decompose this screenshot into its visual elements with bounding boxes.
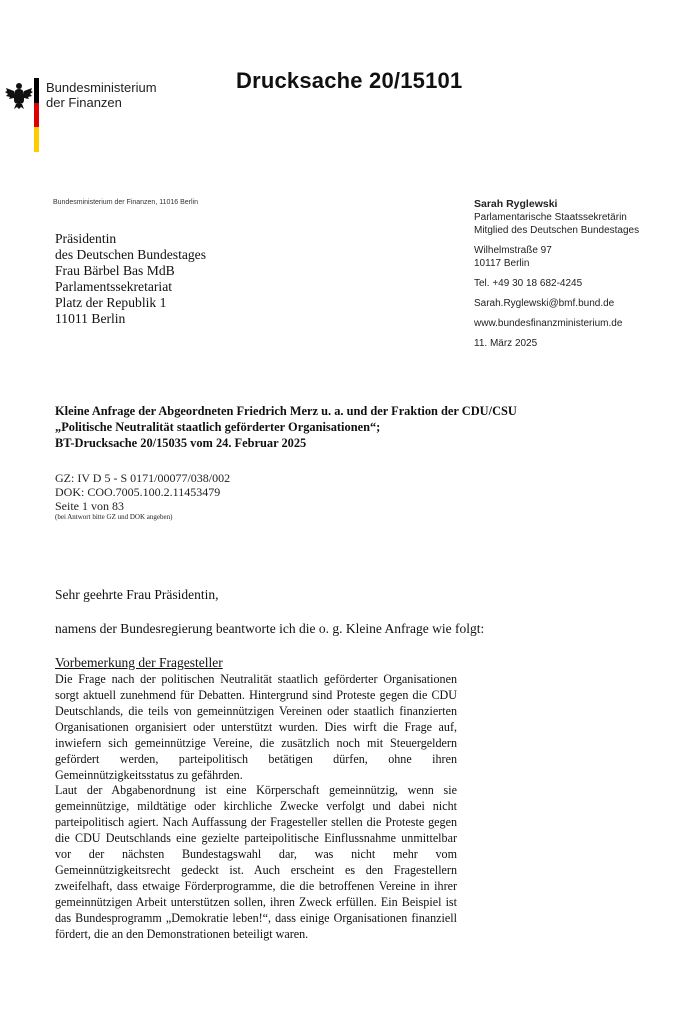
page-count: Seite 1 von 83 [55, 499, 124, 513]
sender-info [474, 198, 639, 350]
letter-date: 11. März 2025 [474, 338, 538, 349]
recipient-line: 11011 Berlin [55, 311, 126, 326]
reference-gz: GZ: IV D 5 - S 0171/00077/038/002 [55, 471, 231, 485]
ministry-logo-text [46, 80, 157, 110]
subject-line: Kleine Anfrage der Abgeordneten Friedrich Merz u. a. und der Fraktion der CDU/CSU [55, 404, 517, 418]
german-flag-stripe [34, 78, 39, 152]
intro-sentence: namens der Bundesregierung beantworte ich die o. g. Kleine Anfrage wie folgt: [55, 621, 485, 636]
body-paragraph: Die Frage nach der politischen Neutralität staatlich geförderter Organisationen sorgt aktuell zunehmend für Debatten. Hintergrund sind Proteste gegen die CDU Deutschlands, die teils von gemeinnützigen Vereinen oder staatlich finanzierten Organisationen organisiert oder unterstützt wurden. Dies wirft die Frage auf, inwiefern sich gemeinnützige Vereine, die zusätzlich noch mit Steuergeldern gefördert werden, parteipolitisch betätigen dürfen, ohne ihren Gemeinnützigkeitsstatus zu gefährden. [55, 672, 457, 782]
sender-name: Sarah Ryglewski [474, 198, 558, 210]
recipient-line: Platz der Republik 1 [55, 295, 167, 310]
sender-city: 10117 Berlin [474, 258, 530, 269]
sender-phone: Tel. +49 30 18 682-4245 [474, 278, 583, 289]
recipient-line: Präsidentin [55, 231, 117, 246]
sender-email: Sarah.Ryglewski@bmf.bund.de [474, 298, 615, 309]
reference-dok: DOK: COO.7005.100.2.11453479 [55, 485, 221, 499]
subject-block [55, 403, 615, 451]
body-paragraph: Laut der Abgabenordnung ist eine Körperschaft gemeinnützig, wenn sie gemeinnützige, mildtätige oder kirchliche Zwecke verfolgt und dabei nicht parteipolitisch agiert. Nach Auffassung der Fragesteller stellen die Proteste gegen die CDU Deutschlands eine gezielte parteipolitische Einflussnahme unmittelbar vor der nächsten Bundestagswahl dar, was nicht mehr vom Gemeinnützigkeitsrecht gedeckt ist. Auch erscheint es den Fragestellern zweifelhaft, dass etwaige Förderprogramme, die die betroffenen Vereine in ihrer gemeinnützigen Arbeit unterstützen sollen, ihren Zweck erfüllen. Ein Beispiel ist das Bundesprogramm „Demokratie leben!“, dass einige Organisationen finanziell fördert, die an den Demonstrationen beteiligt waren. [55, 783, 457, 941]
recipient-address [55, 231, 206, 327]
sender-role: Mitglied des Deutschen Bundestages [474, 225, 640, 236]
document-title: Drucksache 20/15101 [236, 68, 463, 93]
ministry-name-line1: Bundesministerium [46, 80, 157, 95]
flag-red [34, 103, 39, 128]
subject-line: BT-Drucksache 20/15035 vom 24. Februar 2025 [55, 436, 307, 450]
flag-black [34, 78, 39, 103]
reference-block [55, 471, 230, 522]
federal-eagle-icon [4, 80, 34, 110]
recipient-line: des Deutschen Bundestages [55, 247, 207, 262]
sender-role: Parlamentarische Staatssekretärin [474, 212, 627, 223]
sender-street: Wilhelmstraße 97 [474, 245, 552, 256]
salutation: Sehr geehrte Frau Präsidentin, [55, 587, 219, 602]
section-heading: Vorbemerkung der Fragesteller [55, 655, 223, 670]
subject-line: „Politische Neutralität staatlich geförderter Organisationen“; [55, 420, 381, 434]
sender-website: www.bundesfinanzministerium.de [474, 318, 623, 329]
reference-note: (bei Antwort bitte GZ und DOK angeben) [55, 513, 173, 521]
recipient-line: Frau Bärbel Bas MdB [55, 263, 175, 278]
ministry-name-line2: der Finanzen [46, 95, 122, 110]
recipient-line: Parlamentssekretariat [55, 279, 173, 294]
return-address: Bundesministerium der Finanzen, 11016 Berlin [53, 199, 199, 206]
flag-gold [34, 127, 39, 152]
